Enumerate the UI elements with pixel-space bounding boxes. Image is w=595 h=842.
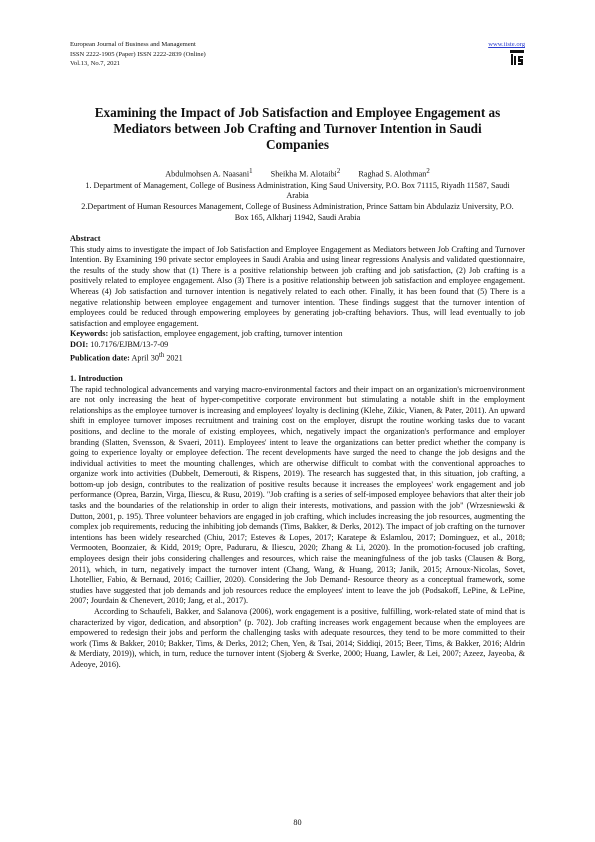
pubdate-label: Publication date: — [70, 353, 130, 363]
keywords-value: job satisfaction, employee engagement, job crafting, turnover intention — [110, 329, 343, 339]
author-1-sup: 1 — [249, 168, 253, 176]
journal-url-link[interactable]: www.iiste.org — [488, 41, 525, 48]
keywords-label: Keywords: — [70, 329, 109, 339]
author-2-sup: 2 — [336, 168, 341, 176]
author-3: Raghad S. Alothman — [358, 170, 427, 180]
abstract-section — [70, 234, 525, 364]
introduction-heading: 1. Introduction — [70, 373, 123, 383]
pubdate-value: April 30 — [131, 353, 159, 363]
affiliation-2: 2.Department of Human Resources Management, College of Business Administration, Prince Sattam bin Abdulaziz University, P.O. Box 165, Alkharj 11942, Saudi Arabia — [81, 201, 514, 222]
abstract-heading: Abstract — [70, 234, 101, 244]
author-3-sup: 2 — [426, 168, 430, 176]
introduction-paragraph-2: According to Schaufeli, Bakker, and Salanova (2006), work engagement is a positive, fulfilling, work-related state of mind that is characterized by vigor, dedication, and absorption" (p. 702). Job crafting increases work engagement because when the employees are empowered to redesign their jobs and perform the challenging tasks with adequate resources, they tend to be more committed to their work (Tims & Bakker, 2010; Bakker, Tims, & Derks, 2012; Chen, Yen, & Tsai, 2014; Siddiqi, 2015; Beer, Tims, & Bakker, 2016; Aldrin & Merdiaty, 2019)), which, in turn, reduce the turnover intent (Sjoberg & Sverke, 2000; Huang, Lawler, & Lei, 2007; Azeez, Jayeoba, & Adeoye, 2016). — [70, 607, 525, 669]
paper-title: Examining the Impact of Job Satisfaction and Employee Engagement as Mediators between Job Crafting and Turnover Intention in Saudi Companies — [94, 104, 501, 153]
keywords-line — [70, 329, 525, 340]
volume-line: Vol.13, No.7, 2021 — [70, 60, 121, 68]
introduction-paragraph-1: The rapid technological advancements and varying macro-environmental factors and their impact on an organization's microenvironment are not only increasing the heat of hyper-competitive corporate environment but stimulating a notable shift in the employment relationships as the employee turnover is increasing and employees' loyalty is declining (Klehe, Zikic, Vianen, & Pater, 2011). An upward shift in employee turnover imposes recruitment and training cost on the employer, disrupt the routine working tasks due to vacant positions, and decline to the morale of existing employees, which, negatively impact the organization's performance and employer branding (Slatten, Svensson, & Svaeri, 2011). Employees' intent to leave the organizations can better predict whether the company is going to experience loyalty or employee defection. The recent developments have surged the need to change the job designs and the individual activities to meet the mounting challenges, which are otherwise difficult to combat with the conventional approaches to organize work into activities (Dubbelt, Demerouti, & Rispens, 2019). The research has suggested that, in this situation, job crafting, a bottom-up job design, contributes to the realization of positive results because it increases the employees' work engagement and job performance (Oprea, Barzin, Virga, Iliescu, & Rusu, 2019). "Job crafting is a series of self-imposed employee behaviors that alter their job tasks and the boundaries of the relationship in order to align their interests, motivations, and passion with the job" (Wrzesniewski & Dutton, 2001, p. 195). Three volunteer behaviors are engaged in job crafting, which includes increasing the job resources, augmenting the complex job requirements, reducing the inhibiting job demands (Tims, Bakker, & Derks, 2012). The impact of job crafting on the turnover intentions has been widely researched (Chiu, 2017; Esteves & Lopes, 2017; Karatepe & Eslamlou, 2017; Dominguez, et al., 2018; Vermooten, Boonzaier, & Kidd, 2019; Opre, Paduraru, & Iliescu, 2020; Zhang & Li, 2020). In the promotion-focused job crafting, employees design their jobs considering challenges and resources, which raise the meaningfulness of the job tasks (Clausen & Borg, 2011), which, in turn, negatively impact the turnover intent (Chang, Wang, & Huang, 2013; Janik, 2015; Arnoux-Nicolas, Sovet, Lhotellier, Fabio, & Bernaud, 2016; Caillier, 2020). Considering the Job Demand- Resource theory as a conceptual framework, some studies have suggested that job demands and job resources reduce the employees' intent to leave the job (Podsakoff, LePine, & LePine, 2007; Jourdain & Chenevert, 2010; Jang, et al., 2017). — [70, 384, 525, 606]
issn-line: ISSN 2222-1905 (Paper) ISSN 2222-2839 (Online) — [70, 50, 206, 58]
doi-label: DOI: — [70, 340, 89, 350]
doi-line — [70, 340, 525, 351]
pubdate-year: 2021 — [166, 353, 183, 363]
author-2: Sheikha M. Alotaibi — [270, 170, 337, 180]
abstract-text: This study aims to investigate the impact of Job Satisfaction and Employee Engagement as Mediators between Job Crafting and Turnover Intention. By Examining 190 private sector employees in Saudi Arabia and using linear regressions Analysis and validated questionnaire, the results of the study show that (1) There is a positive relationship between job crafting and job satisfaction, (2) Job crafting is a positively related to employee engagement. Also (3) There is a positive relationship between job satisfaction and employee engagement. Whereas (4) Job satisfaction and turnover intention is negatively related to each other. Finally, it has been found that (5) There is a negative relationship between employee engagement and turnover intention. These findings suggest that the turnover intention of employees could be reduced through empowering employees by generating job-crafting behaviors. Thus, will lead eventually to job satisfaction and employee engagement. — [70, 244, 525, 328]
affiliation-1: 1. Department of Management, College of Business Administration, King Saud University, P.O. Box 71115, Riyadh 11587, Saudi Arabia — [85, 180, 510, 201]
publication-date-line — [70, 351, 525, 364]
journal-name: European Journal of Business and Management — [70, 41, 196, 48]
introduction-section — [70, 374, 525, 671]
page-number: 80 — [293, 818, 302, 827]
pubdate-sup: th — [158, 351, 165, 359]
page — [70, 40, 525, 671]
author-1: Abdulmohsen A. Naasani — [165, 170, 250, 180]
iiste-logo-icon — [509, 50, 525, 66]
running-header — [70, 40, 525, 69]
doi-value[interactable]: 10.7176/EJBM/13-7-09 — [90, 340, 169, 350]
author-line — [70, 167, 525, 180]
